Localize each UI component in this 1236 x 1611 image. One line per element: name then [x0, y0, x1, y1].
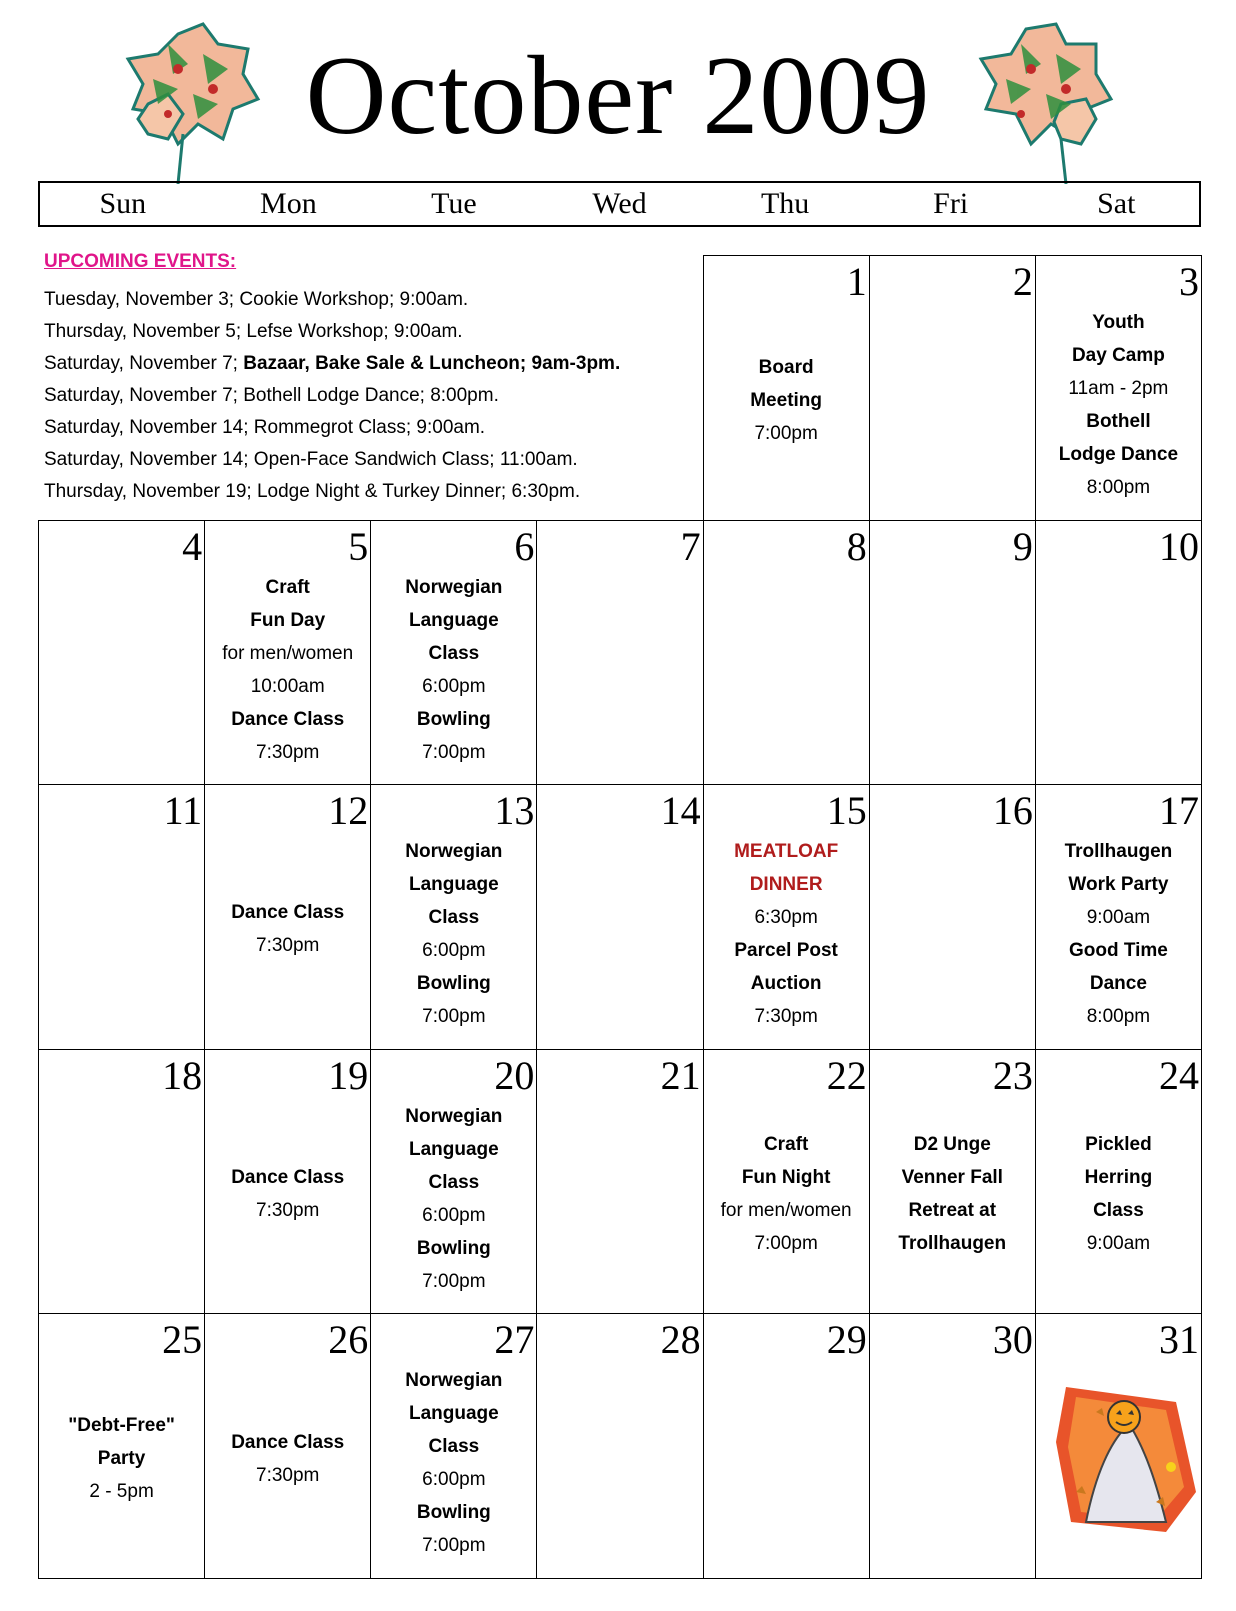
day-number: 13	[494, 788, 535, 834]
day-number: 12	[328, 788, 369, 834]
calendar-grid	[38, 255, 1201, 1578]
event-line: 6:00pm	[422, 1204, 486, 1226]
event-line: DINNER	[749, 874, 823, 896]
event-line: Good Time	[1068, 940, 1168, 962]
event-text: Saturday, November 7;	[44, 353, 244, 374]
day-cell	[703, 520, 870, 786]
day-number: 8	[846, 523, 867, 569]
event-line: 7:30pm	[754, 1006, 818, 1028]
day-cell	[536, 784, 703, 1050]
day-events	[205, 1161, 370, 1227]
event-line: 7:00pm	[422, 1006, 486, 1028]
day-events	[870, 1128, 1035, 1260]
day-cell	[869, 520, 1036, 786]
event-text: Saturday, November 14; Rommegrot Class; 9:00am.	[44, 417, 486, 438]
day-cell	[869, 784, 1036, 1050]
event-line: Class	[428, 1171, 480, 1193]
event-line: Bowling	[416, 708, 491, 730]
event-line: 7:00pm	[754, 422, 818, 444]
event-line: 7:30pm	[256, 935, 320, 957]
day-number: 9	[1012, 523, 1033, 569]
weekday-label: Mon	[260, 187, 317, 220]
day-cell	[869, 255, 1036, 521]
day-cell	[38, 784, 205, 1050]
day-number: 23	[992, 1052, 1033, 1098]
event-line: 7:30pm	[256, 1200, 320, 1222]
day-cell	[703, 1313, 870, 1579]
day-events	[704, 351, 869, 450]
day-number: 16	[992, 788, 1033, 834]
day-cell	[370, 1049, 537, 1315]
day-cell	[38, 1313, 205, 1579]
event-line: 9:00am	[1086, 907, 1151, 929]
day-cell	[1035, 1313, 1202, 1579]
day-events	[205, 1426, 370, 1492]
day-number: 25	[162, 1317, 203, 1363]
day-number: 31	[1158, 1317, 1199, 1363]
day-cell	[204, 520, 371, 786]
event-text: Saturday, November 7; Bothell Lodge Dance; 8:00pm.	[44, 385, 499, 406]
day-cell	[370, 784, 537, 1050]
day-cell	[1035, 1049, 1202, 1315]
day-number: 29	[826, 1317, 867, 1363]
event-line: Bothell	[1086, 411, 1151, 432]
day-cell	[869, 1313, 1036, 1579]
day-number: 18	[162, 1052, 203, 1098]
event-line: Work Party	[1068, 874, 1169, 896]
day-cell	[1035, 784, 1202, 1050]
event-line: Trollhaugen	[1064, 841, 1173, 863]
event-line: 7:30pm	[256, 1464, 320, 1486]
day-number: 27	[494, 1317, 535, 1363]
day-number: 15	[826, 788, 867, 834]
event-line: D2 Unge	[913, 1134, 991, 1156]
day-events	[1036, 1128, 1201, 1260]
event-line: Herring	[1084, 1167, 1153, 1189]
day-number: 17	[1158, 788, 1199, 834]
event-line: Parcel Post	[734, 940, 838, 962]
weekday-label: Wed	[592, 187, 647, 220]
event-line: Norwegian	[405, 1105, 503, 1127]
event-line: Day Camp	[1071, 345, 1165, 366]
event-line: MEATLOAF	[734, 841, 839, 863]
day-number: 11	[163, 788, 203, 834]
weekday-label: Fri	[933, 187, 969, 220]
day-number: 2	[1012, 259, 1033, 304]
event-line: 2 - 5pm	[89, 1481, 154, 1503]
event-line: 7:00pm	[422, 1535, 486, 1557]
day-cell	[536, 1313, 703, 1579]
day-events	[39, 1409, 204, 1508]
event-line: Meeting	[750, 389, 823, 411]
event-line: "Debt-Free"	[68, 1415, 175, 1437]
day-events	[371, 1100, 536, 1298]
event-line: Dance Class	[231, 1167, 345, 1189]
day-cell	[536, 1049, 703, 1315]
event-line: 7:30pm	[256, 741, 320, 763]
day-cell	[204, 784, 371, 1050]
day-events	[371, 1364, 536, 1562]
day-cell	[1035, 520, 1202, 786]
event-line: Fun Day	[250, 609, 326, 631]
event-line: Bowling	[416, 1502, 491, 1524]
day-cell	[536, 520, 703, 786]
event-line: Party	[97, 1448, 146, 1470]
event-line: Board	[758, 356, 814, 378]
day-number: 5	[348, 523, 369, 569]
event-line: Auction	[750, 973, 822, 995]
day-number: 28	[660, 1317, 701, 1363]
event-line: Norwegian	[405, 576, 503, 598]
event-line: 10:00am	[250, 675, 325, 697]
event-line: Dance	[1089, 973, 1147, 995]
day-events	[1036, 835, 1201, 1033]
event-line: Class	[428, 642, 480, 664]
day-events	[704, 835, 869, 1033]
weekday-label: Sun	[99, 187, 147, 220]
day-cell	[1035, 255, 1202, 521]
day-cell	[703, 1049, 870, 1315]
event-line: Norwegian	[405, 1370, 503, 1392]
day-number: 14	[660, 788, 701, 834]
event-line: 8:00pm	[1086, 477, 1151, 498]
day-cell	[703, 784, 870, 1050]
weekday-header	[38, 181, 1201, 227]
event-line: 6:00pm	[422, 940, 486, 962]
day-number: 22	[826, 1052, 867, 1098]
event-text: Saturday, November 14; Open-Face Sandwich Class; 11:00am.	[44, 449, 578, 470]
event-line: for men/women	[720, 1200, 852, 1222]
day-number: 10	[1158, 523, 1199, 569]
day-cell	[703, 255, 870, 521]
event-line: Youth	[1092, 312, 1145, 333]
event-line: Fun Night	[741, 1167, 831, 1189]
day-events	[205, 571, 370, 769]
day-cell	[370, 1313, 537, 1579]
day-events	[205, 896, 370, 962]
day-number: 20	[494, 1052, 535, 1098]
day-cell	[869, 1049, 1036, 1315]
event-line: Bowling	[416, 1237, 491, 1259]
day-cell	[38, 520, 205, 786]
day-cell	[204, 1049, 371, 1315]
autumn-leaves-icon	[108, 14, 268, 184]
event-line: 7:00pm	[422, 1270, 486, 1292]
day-events	[704, 1128, 869, 1260]
event-text: Thursday, November 5; Lefse Workshop; 9:00am.	[44, 321, 463, 342]
day-number: 19	[328, 1052, 369, 1098]
event-line: 7:00pm	[422, 741, 486, 763]
event-line: Dance Class	[231, 708, 345, 730]
day-number: 3	[1178, 259, 1199, 304]
weekday-label: Tue	[431, 187, 477, 220]
day-number: 30	[992, 1317, 1033, 1363]
event-text-bold: Bazaar, Bake Sale & Luncheon; 9am-3pm.	[243, 353, 621, 374]
event-line: 8:00pm	[1086, 1006, 1151, 1028]
event-line: Lodge Dance	[1058, 444, 1179, 465]
page-title: October 2009	[305, 34, 931, 158]
event-line: Class	[428, 1436, 480, 1458]
event-line: 7:00pm	[754, 1233, 818, 1255]
day-number: 26	[328, 1317, 369, 1363]
event-line: Venner Fall	[901, 1167, 1003, 1189]
event-line: Class	[428, 907, 480, 929]
event-text: Thursday, November 19; Lodge Night & Turkey Dinner; 6:30pm.	[44, 481, 581, 502]
event-line: Retreat at	[908, 1200, 997, 1222]
event-line: for men/women	[222, 642, 354, 664]
event-line: 11am - 2pm	[1068, 378, 1169, 399]
day-cell	[204, 1313, 371, 1579]
event-line: 6:00pm	[422, 675, 486, 697]
event-line: Dance Class	[231, 1431, 345, 1453]
event-line: Language	[408, 874, 499, 896]
day-number: 24	[1158, 1052, 1199, 1098]
event-line: Craft	[763, 1134, 809, 1156]
event-line: Pickled	[1085, 1134, 1152, 1156]
event-line: 6:00pm	[422, 1469, 486, 1491]
day-events	[371, 571, 536, 769]
day-events	[1036, 306, 1201, 504]
event-line: Craft	[265, 576, 310, 598]
event-line: 9:00am	[1086, 1233, 1151, 1255]
day-number: 1	[846, 259, 867, 304]
weekday-label: Thu	[760, 187, 810, 220]
event-line: 6:30pm	[754, 907, 818, 929]
event-line: Language	[408, 1138, 499, 1160]
event-line: Language	[408, 1403, 499, 1425]
event-line: Language	[408, 609, 499, 631]
day-number: 21	[660, 1052, 701, 1098]
upcoming-events-heading: UPCOMING EVENTS:	[44, 251, 237, 272]
halloween-ghost-icon	[1056, 1382, 1196, 1532]
day-number: 6	[514, 523, 535, 569]
day-events	[371, 835, 536, 1033]
day-cell	[370, 520, 537, 786]
event-line: Norwegian	[405, 841, 503, 863]
day-number: 4	[182, 523, 203, 569]
day-number: 7	[680, 523, 701, 569]
event-line: Bowling	[416, 973, 491, 995]
event-line: Dance Class	[231, 902, 345, 924]
event-line: Class	[1093, 1200, 1144, 1222]
event-text: Tuesday, November 3; Cookie Workshop; 9:00am.	[44, 289, 469, 310]
day-cell	[38, 1049, 205, 1315]
weekday-label: Sat	[1097, 187, 1136, 220]
event-line: Trollhaugen	[898, 1233, 1007, 1255]
autumn-leaves-icon	[966, 14, 1126, 184]
